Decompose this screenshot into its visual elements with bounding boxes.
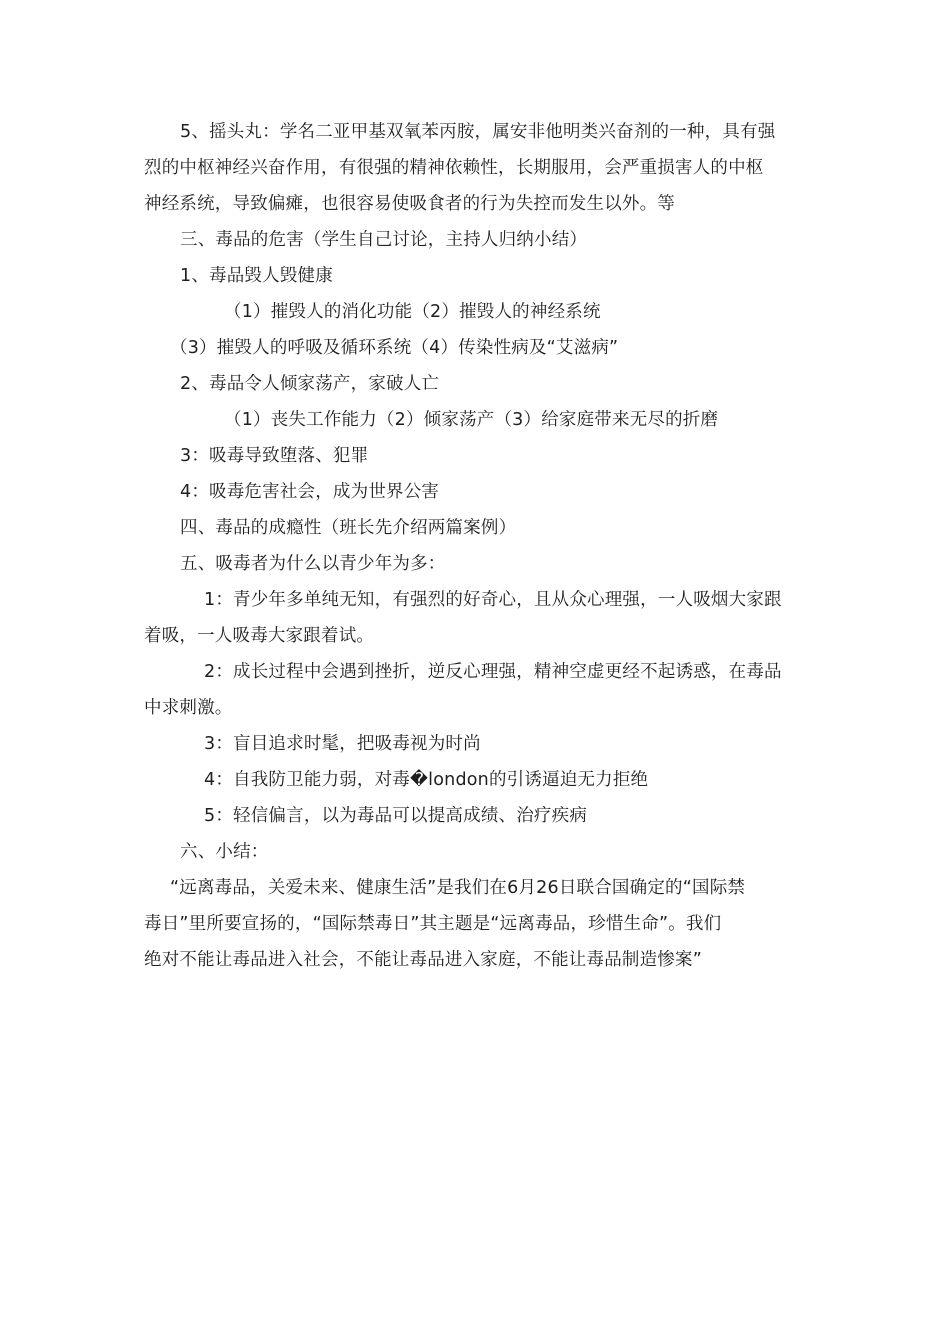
subheading: 1、毒品毁人毁健康 <box>180 266 333 286</box>
list-item: 4：自我防卫能力弱，对毒�london的引诱逼迫无力拒绝 <box>204 770 649 790</box>
list-line: （1）丧失工作能力（2）倾家荡产（3）给家庭带来无尽的折磨 <box>224 410 719 430</box>
section-heading: 六、小结： <box>180 842 269 862</box>
paragraph-line: 着吸，一人吸毒大家跟着试。 <box>144 626 375 646</box>
list-item: 1：青少年多单纯无知，有强烈的好奇心，且从众心理强，一人吸烟大家跟 <box>204 590 782 610</box>
list-item: 5：轻信偏言，以为毒品可以提高成绩、治疗疾病 <box>204 806 588 826</box>
subheading: 3：吸毒导致堕落、犯罪 <box>180 446 369 466</box>
paragraph-line: 神经系统，导致偏瘫，也很容易使吸食者的行为失控而发生以外。等 <box>144 194 675 214</box>
paragraph-line: 中求刺激。 <box>144 698 233 718</box>
list-item: 3：盲目追求时髦，把吸毒视为时尚 <box>204 734 481 754</box>
paragraph-line: 烈的中枢神经兴奋作用，有很强的精神依赖性，长期服用，会严重损害人的中枢 <box>144 158 764 178</box>
subheading: 4：吸毒危害社会，成为世界公害 <box>180 482 440 502</box>
section-heading: 五、吸毒者为什么以青少年为多： <box>180 554 446 574</box>
list-line: （1）摧毁人的消化功能（2）摧毁人的神经系统 <box>224 302 601 322</box>
paragraph-line: 5、摇头丸：学名二亚甲基双氧苯丙胺，属安非他明类兴奋剂的一种，具有强 <box>180 122 776 142</box>
document-body <box>144 114 808 978</box>
list-line: （3）摧毁人的呼吸及循环系统（4）传染性病及“艾滋病” <box>170 338 619 358</box>
subheading: 2、毒品令人倾家荡产，家破人亡 <box>180 374 440 394</box>
paragraph-line: “远离毒品，关爱未来、健康生活”是我们在6月26日联合国确定的“国际禁 <box>170 878 746 898</box>
list-item: 2：成长过程中会遇到挫折，逆反心理强，精神空虚更经不起诱惑，在毒品 <box>204 662 782 682</box>
paragraph-line: 毒日”里所要宣扬的，“国际禁毒日”其主题是“远离毒品，珍惜生命”。我们 <box>144 914 722 934</box>
section-heading: 三、毒品的危害（学生自己讨论，主持人归纳小结） <box>180 230 588 250</box>
section-heading: 四、毒品的成瘾性（班长先介绍两篇案例） <box>180 518 517 538</box>
paragraph-line: 绝对不能让毒品进入社会，不能让毒品进入家庭，不能让毒品制造惨案” <box>144 950 702 970</box>
